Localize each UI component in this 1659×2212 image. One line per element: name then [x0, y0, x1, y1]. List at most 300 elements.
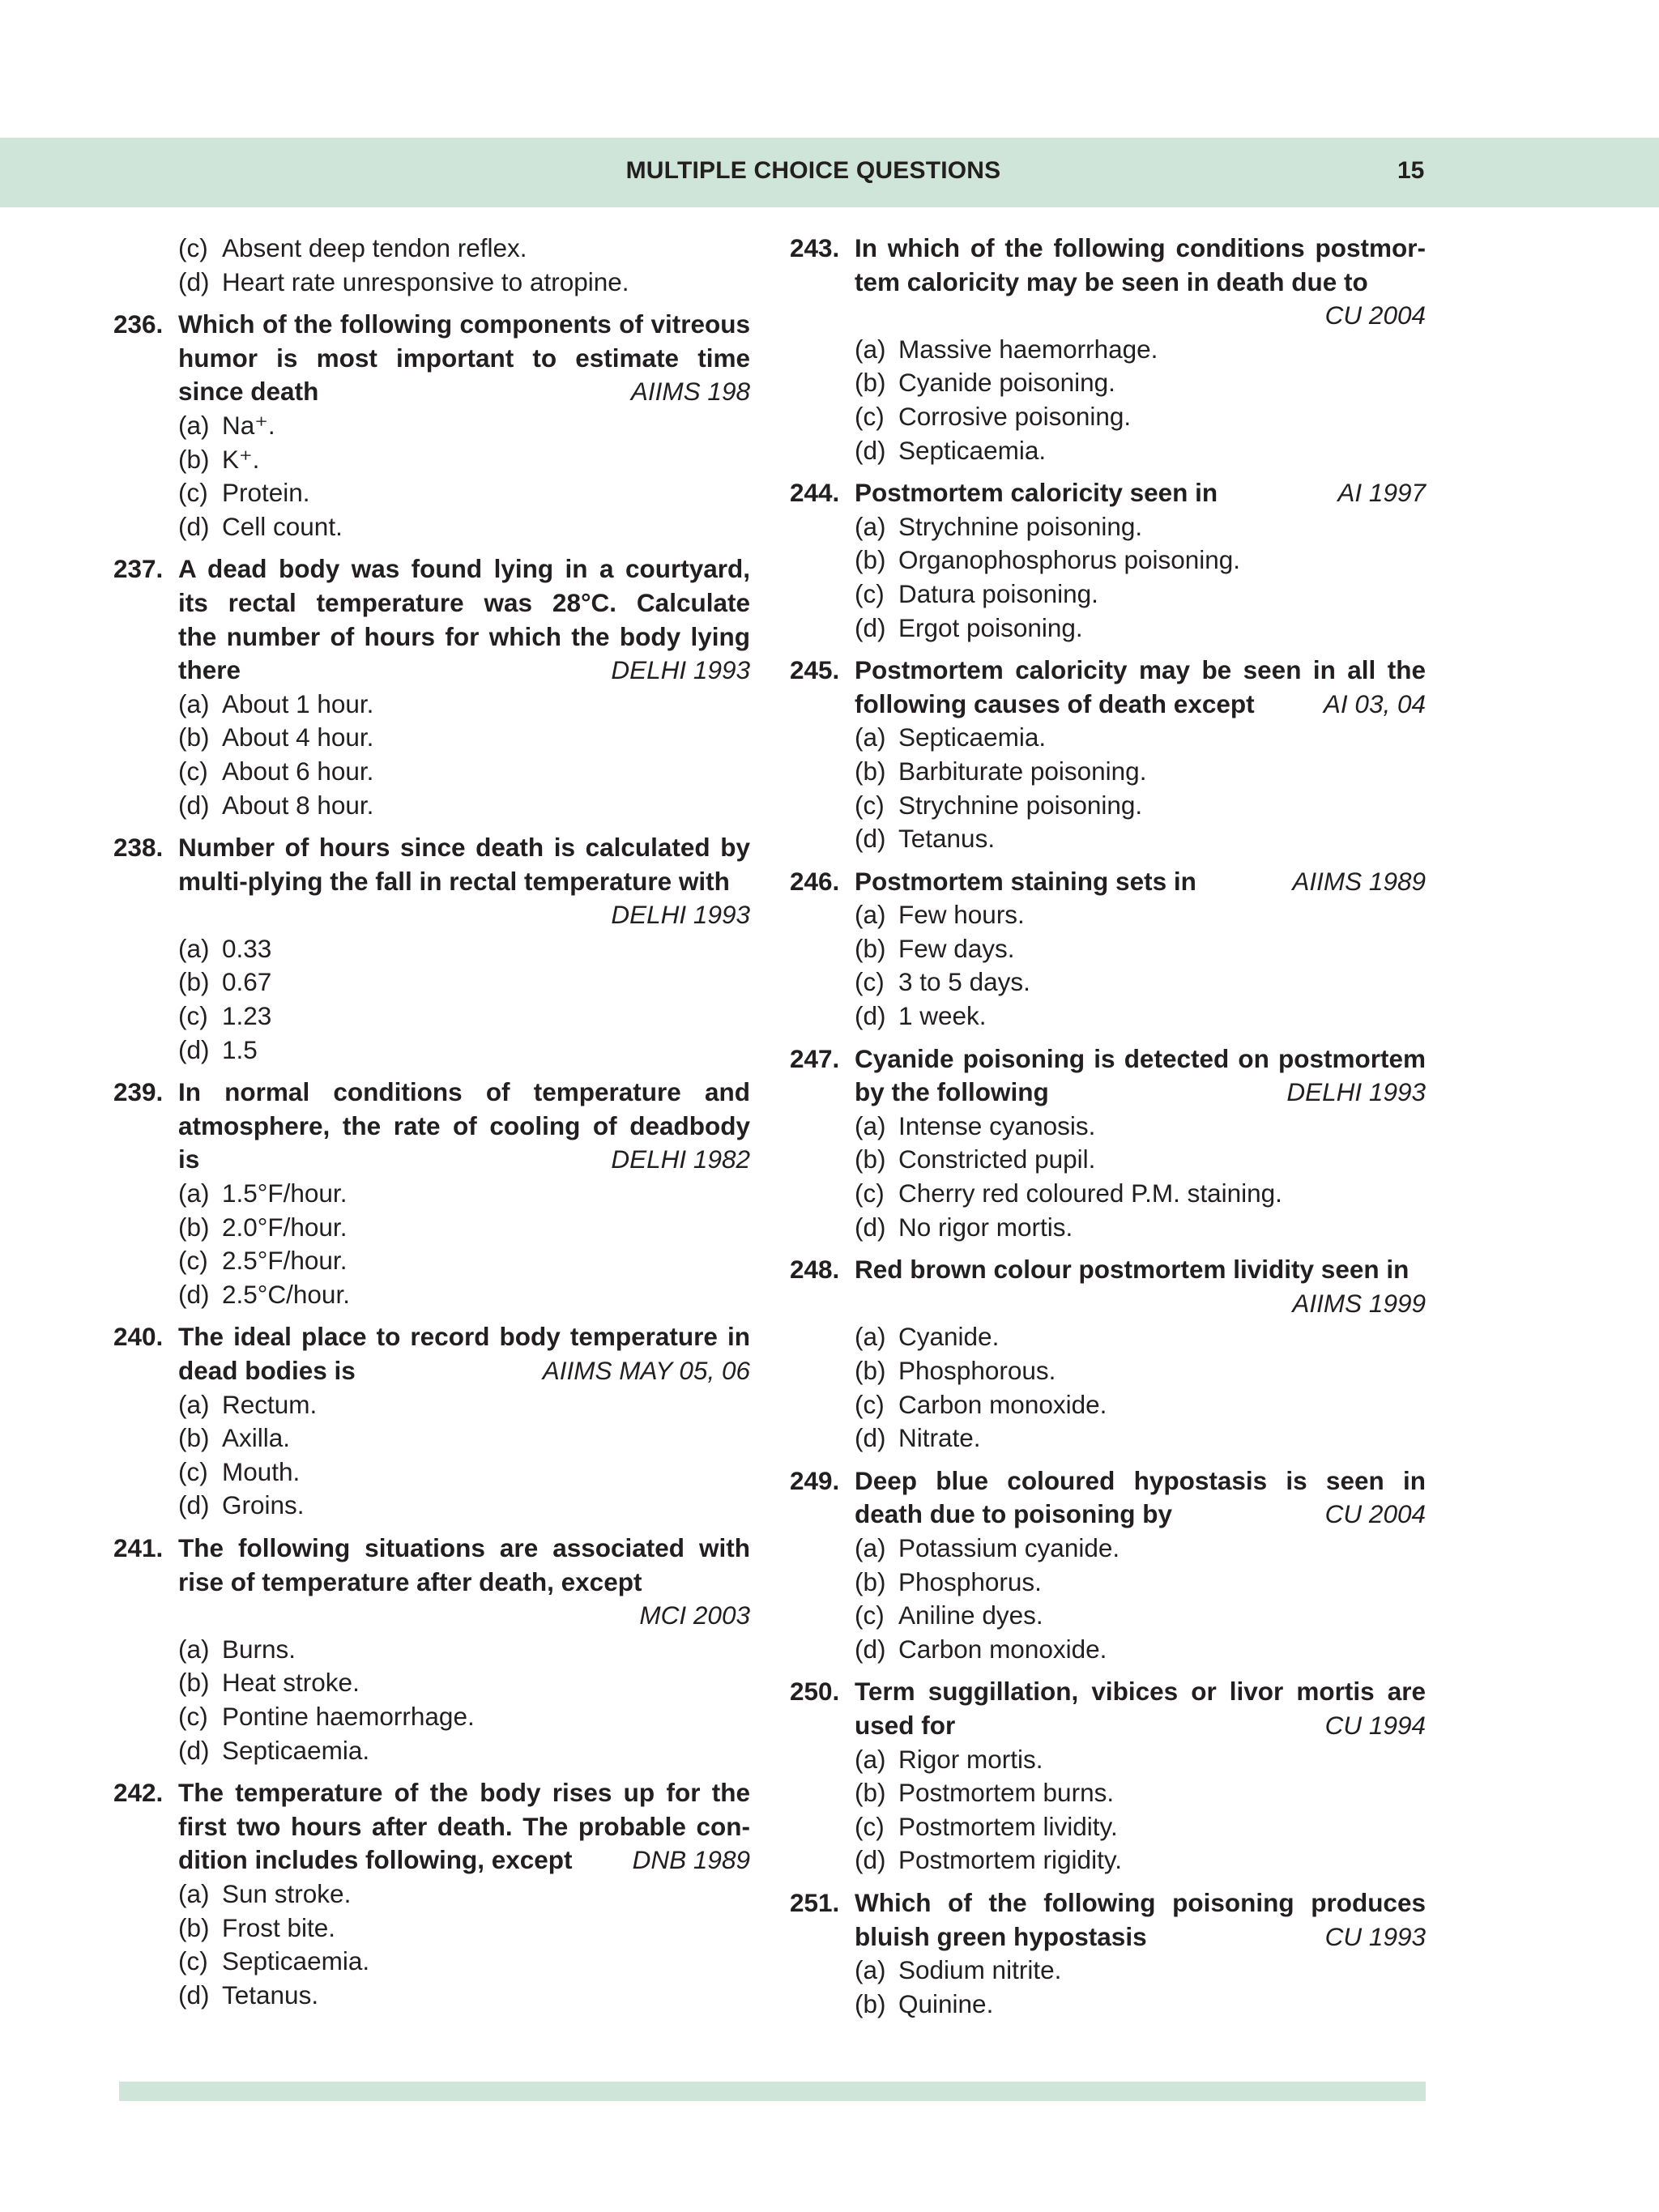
option	[855, 1810, 1426, 1844]
option-text: K⁺.	[222, 444, 260, 474]
option-text: About 1 hour.	[222, 688, 374, 718]
option	[855, 1143, 1426, 1177]
question-text	[790, 1253, 1426, 1287]
question-text	[790, 1042, 1426, 1110]
option	[178, 1278, 750, 1312]
option-text: Axilla.	[222, 1423, 291, 1453]
option-label: (c)	[855, 790, 885, 820]
question-body	[855, 654, 1426, 721]
exam-source: DELHI 1982	[611, 1144, 750, 1174]
question-text	[113, 1532, 750, 1599]
option	[855, 1388, 1426, 1422]
option-text: 1.23	[222, 1001, 272, 1031]
option-text: 2.5°F/hour.	[222, 1246, 348, 1276]
option-text: Heart rate unresponsive to atropine.	[222, 266, 629, 296]
options-list	[790, 721, 1426, 855]
question-text	[113, 308, 750, 409]
option	[178, 755, 750, 789]
option-text: Strychnine poisoning.	[898, 511, 1143, 541]
option-label: (a)	[855, 1955, 886, 1985]
question-text	[113, 1776, 750, 1877]
question-number: 243.	[790, 233, 840, 262]
option-text: Septicaemia.	[222, 1946, 370, 1976]
option-text: Mouth.	[222, 1456, 301, 1486]
option	[178, 1666, 750, 1700]
option	[178, 409, 750, 443]
question	[113, 831, 750, 1067]
option-text: Postmortem rigidity.	[898, 1845, 1122, 1875]
option-label: (b)	[855, 933, 886, 963]
option-text: Cherry red coloured P.M. staining.	[898, 1178, 1282, 1208]
option	[855, 822, 1426, 856]
question-text	[113, 552, 750, 687]
option-label: (b)	[178, 1912, 210, 1942]
option	[855, 898, 1426, 932]
option	[178, 1388, 750, 1422]
option	[178, 1945, 750, 1979]
exam-source: DELHI 1993	[611, 655, 750, 685]
question-line: Number of hours since death is calculated by	[178, 833, 750, 863]
option-text: Pontine haemorrhage.	[222, 1701, 475, 1731]
option-label: (b)	[178, 1668, 210, 1698]
option-label: (b)	[855, 1144, 886, 1174]
option	[178, 443, 750, 477]
question-line-text: used for	[855, 1710, 956, 1740]
option-label: (b)	[855, 1988, 886, 2018]
option	[178, 510, 750, 544]
question-line-text: Postmortem staining sets in	[855, 866, 1196, 896]
option-text: Groins.	[222, 1490, 305, 1520]
option-text: No rigor mortis.	[898, 1212, 1073, 1242]
option-text: Organophosphorus poisoning.	[898, 545, 1241, 575]
question-line-text: there	[178, 655, 241, 685]
option-text: Barbiturate poisoning.	[898, 756, 1147, 786]
option-text: Heat stroke.	[222, 1668, 360, 1698]
option-text: Tetanus.	[898, 824, 996, 854]
question	[790, 1675, 1426, 1877]
option-label: (a)	[178, 1389, 210, 1419]
option-text: Ergot poisoning.	[898, 612, 1083, 642]
option-label: (d)	[855, 1845, 886, 1875]
option	[855, 543, 1426, 578]
option	[855, 1211, 1426, 1245]
option-label: (b)	[178, 444, 210, 474]
option	[178, 1455, 750, 1490]
page-header-title: MULTIPLE CHOICE QUESTIONS	[625, 157, 1001, 184]
option-text: Septicaemia.	[222, 1735, 370, 1765]
option-label: (c)	[178, 1701, 208, 1731]
option	[855, 932, 1426, 966]
option	[178, 932, 750, 966]
option-label: (b)	[178, 1212, 210, 1242]
question-body	[178, 552, 750, 687]
option-label: (b)	[178, 722, 210, 752]
question-line	[855, 1076, 1426, 1110]
option-text: Absent deep tendon reflex.	[222, 233, 527, 262]
option-text: Cyanide.	[898, 1322, 1000, 1352]
question-text	[113, 831, 750, 898]
question-line	[178, 1354, 750, 1388]
question	[113, 1076, 750, 1311]
option	[178, 232, 750, 266]
question-number: 249.	[790, 1465, 840, 1495]
options-list	[113, 932, 750, 1067]
option	[855, 965, 1426, 999]
option	[178, 999, 750, 1034]
question-number: 237.	[113, 554, 164, 584]
option	[855, 434, 1426, 468]
option	[855, 1354, 1426, 1388]
question-line	[178, 375, 750, 409]
option-text: 2.0°F/hour.	[222, 1212, 348, 1242]
option-label: (c)	[855, 401, 885, 431]
question-line: tem caloricity may be seen in death due to	[855, 266, 1368, 296]
option	[178, 1700, 750, 1734]
question-text	[790, 865, 1426, 899]
options-list	[113, 1177, 750, 1311]
question-line: A dead body was found lying in a courtyard,	[178, 554, 750, 584]
option	[855, 1776, 1426, 1810]
exam-source: DELHI 1993	[1286, 1077, 1426, 1107]
option-text: 1.5	[222, 1034, 258, 1064]
option	[855, 1599, 1426, 1633]
question-line-text: Postmortem caloricity seen in	[855, 478, 1218, 508]
option	[178, 1877, 750, 1912]
question-line: its rectal temperature was 28°C. Calculate	[178, 587, 750, 617]
option-label: (c)	[855, 967, 885, 997]
exam-source: CU 1994	[1324, 1710, 1426, 1740]
option	[178, 721, 750, 755]
options-list	[113, 688, 750, 822]
question-body	[178, 1076, 750, 1177]
question-line	[855, 476, 1426, 510]
question-number: 247.	[790, 1043, 840, 1073]
option-label: (a)	[855, 722, 886, 752]
option-text: Quinine.	[898, 1988, 994, 2018]
left-column	[113, 232, 750, 2012]
option-label: (d)	[855, 612, 886, 642]
question-line-text: death due to poisoning by	[855, 1499, 1172, 1529]
question-line-text: following causes of death except	[855, 688, 1255, 718]
question-line: atmosphere, the rate of cooling of deadbody	[178, 1110, 750, 1140]
option	[178, 476, 750, 510]
option-text: Phosphorous.	[898, 1356, 1056, 1385]
option-text: Nitrate.	[898, 1423, 981, 1453]
options-list	[790, 510, 1426, 645]
option-label: (c)	[855, 1600, 885, 1630]
option-label: (a)	[855, 1322, 886, 1352]
option	[855, 1954, 1426, 1988]
option-text: Massive haemorrhage.	[898, 334, 1158, 364]
option-text: Postmortem burns.	[898, 1778, 1115, 1808]
question-line: The temperature of the body rises up for the	[178, 1778, 750, 1808]
question-line: Term suggillation, vibices or livor mortis are	[855, 1677, 1426, 1707]
question-line: Which of the following poisoning produces	[855, 1887, 1426, 1917]
option	[855, 400, 1426, 434]
option-label: (c)	[178, 1001, 208, 1031]
question-body	[855, 1042, 1426, 1110]
question-body	[855, 865, 1426, 899]
question-line: Red brown colour postmortem lividity seen in	[855, 1255, 1410, 1285]
option-text: Carbon monoxide.	[898, 1634, 1107, 1664]
question	[790, 476, 1426, 645]
option-label: (c)	[855, 1811, 885, 1841]
exam-source: CU 2004	[1324, 1499, 1426, 1529]
option-label: (c)	[855, 578, 885, 608]
option-label: (b)	[855, 756, 886, 786]
exam-source: AIIMS 1989	[1292, 866, 1426, 896]
option-label: (b)	[855, 368, 886, 398]
question	[790, 1464, 1426, 1667]
option-text: About 4 hour.	[222, 722, 374, 752]
option-text: Corrosive poisoning.	[898, 401, 1132, 431]
option	[855, 366, 1426, 400]
option	[178, 789, 750, 823]
option-text: Frost bite.	[222, 1912, 336, 1942]
question-line-text: since death	[178, 377, 319, 407]
question-text	[790, 232, 1426, 299]
option-text: Datura poisoning.	[898, 578, 1098, 608]
option-text: Rectum.	[222, 1389, 318, 1419]
option-text: Sodium nitrite.	[898, 1955, 1062, 1985]
question-body	[178, 831, 750, 898]
option-text: Tetanus.	[222, 1980, 319, 2010]
options-list	[113, 1633, 750, 1767]
option-text: Protein.	[222, 478, 310, 508]
exam-source: AIIMS 198	[630, 377, 750, 407]
question-line	[855, 688, 1426, 722]
question-line: humor is most important to estimate time	[178, 343, 750, 373]
option-text: Few hours.	[898, 900, 1025, 930]
option-label: (d)	[178, 266, 210, 296]
option-label: (d)	[855, 435, 886, 465]
option-label: (a)	[178, 410, 210, 440]
question-body	[178, 308, 750, 409]
question-line: Cyanide poisoning is detected on postmortem	[855, 1043, 1426, 1073]
option-text: Cell count.	[222, 511, 343, 541]
option-label: (a)	[855, 334, 886, 364]
question-line: Which of the following components of vitreous	[178, 309, 750, 339]
exam-source: AIIMS MAY 05, 06	[542, 1356, 750, 1385]
options-list	[790, 898, 1426, 1033]
option-label: (d)	[855, 1001, 886, 1031]
option-text: 2.5°C/hour.	[222, 1279, 350, 1309]
right-column	[790, 232, 1426, 2021]
question-body	[855, 1675, 1426, 1742]
question-line-text: bluish green hypostasis	[855, 1921, 1147, 1951]
question-line: Deep blue coloured hypostasis is seen in	[855, 1465, 1426, 1495]
option	[855, 1633, 1426, 1667]
question-line: Postmortem caloricity may be seen in all the	[855, 655, 1426, 685]
question-text	[790, 476, 1426, 510]
option-text: Na⁺.	[222, 410, 275, 440]
option-label: (d)	[178, 511, 210, 541]
options-list	[790, 1954, 1426, 2021]
option	[178, 1489, 750, 1523]
option	[178, 1421, 750, 1455]
question-line: In normal conditions of temperature and	[178, 1077, 750, 1107]
question-line: The following situations are associated with	[178, 1532, 750, 1562]
question-number: 240.	[113, 1322, 164, 1352]
question-line: In which of the following conditions postmor-	[855, 233, 1426, 262]
option-label: (d)	[178, 790, 210, 820]
option	[855, 1988, 1426, 2022]
option	[178, 688, 750, 722]
option-label: (a)	[178, 933, 210, 963]
footer-band	[119, 2082, 1426, 2101]
option	[855, 1177, 1426, 1211]
option-label: (d)	[178, 1735, 210, 1765]
question-number: 244.	[790, 478, 840, 508]
question-text	[113, 1076, 750, 1177]
option-text: Postmortem lividity.	[898, 1811, 1118, 1841]
option-label: (d)	[855, 1212, 886, 1242]
question-line	[855, 1498, 1426, 1532]
option	[178, 1034, 750, 1068]
question	[790, 865, 1426, 1034]
question-line-text: dead bodies is	[178, 1356, 356, 1385]
page-number: 15	[1397, 157, 1425, 184]
option	[178, 965, 750, 999]
option-text: Burns.	[222, 1634, 296, 1664]
question	[113, 1776, 750, 2012]
question-line	[178, 1143, 750, 1177]
option	[178, 1633, 750, 1667]
question-line-text: is	[178, 1144, 200, 1174]
option	[855, 1532, 1426, 1566]
options-list	[113, 1388, 750, 1523]
exam-source: AI 1997	[1337, 478, 1426, 508]
question-body	[855, 1886, 1426, 1954]
question-line: first two hours after death. The probable con-	[178, 1811, 750, 1841]
question-line: multi-plying the fall in rectal temperature with	[178, 866, 730, 896]
question	[790, 232, 1426, 467]
question-line: The ideal place to record body temperature in	[178, 1322, 750, 1352]
option-text: Rigor mortis.	[898, 1744, 1043, 1774]
question	[790, 654, 1426, 856]
option-label: (a)	[178, 1178, 210, 1208]
question-line	[178, 654, 750, 688]
question-number: 241.	[113, 1532, 164, 1562]
question-number: 250.	[790, 1677, 840, 1707]
option-label: (c)	[178, 756, 208, 786]
question-line	[855, 1709, 1426, 1743]
question-text	[790, 654, 1426, 721]
option	[178, 1244, 750, 1278]
options-list	[790, 333, 1426, 467]
option-label: (b)	[855, 1778, 886, 1808]
question-line-text: dition includes following, except	[178, 1845, 573, 1875]
exam-source: AI 03, 04	[1323, 688, 1426, 718]
question-number: 245.	[790, 655, 840, 685]
option	[855, 1566, 1426, 1600]
question-text	[790, 1886, 1426, 1954]
question	[113, 552, 750, 822]
option-text: Septicaemia.	[898, 722, 1047, 752]
exam-source: AIIMS 1999	[1292, 1288, 1426, 1318]
option-label: (b)	[855, 1566, 886, 1596]
option	[855, 755, 1426, 789]
option-label: (d)	[178, 1490, 210, 1520]
question-text	[790, 1464, 1426, 1532]
option	[178, 1912, 750, 1946]
option	[178, 1979, 750, 2013]
question-text	[113, 1320, 750, 1387]
option-text: Septicaemia.	[898, 435, 1047, 465]
question-number: 242.	[113, 1778, 164, 1808]
option-label: (c)	[178, 1456, 208, 1486]
option-label: (a)	[178, 1878, 210, 1908]
question-body	[855, 476, 1426, 510]
option-text: Potassium cyanide.	[898, 1532, 1120, 1562]
question-number: 248.	[790, 1255, 840, 1285]
options-list	[113, 409, 750, 543]
option-label: (d)	[178, 1034, 210, 1064]
options-list	[790, 1532, 1426, 1666]
option	[855, 333, 1426, 367]
option-text: Aniline dyes.	[898, 1600, 1043, 1630]
option-text: About 6 hour.	[222, 756, 374, 786]
option-label: (c)	[855, 1389, 885, 1419]
carryover-options	[113, 232, 750, 299]
option-label: (a)	[855, 1744, 886, 1774]
option	[855, 1110, 1426, 1144]
option-label: (d)	[855, 824, 886, 854]
option-label: (b)	[855, 545, 886, 575]
option	[855, 510, 1426, 544]
option	[855, 1743, 1426, 1777]
question	[113, 308, 750, 543]
option-label: (b)	[855, 1356, 886, 1385]
option-label: (a)	[855, 511, 886, 541]
option-label: (a)	[855, 1532, 886, 1562]
question-line	[855, 1920, 1426, 1954]
option-label: (d)	[178, 1980, 210, 2010]
question-number: 239.	[113, 1077, 164, 1107]
option-label: (a)	[855, 1110, 886, 1140]
options-list	[113, 1877, 750, 2012]
option-text: 0.33	[222, 933, 272, 963]
options-list	[790, 1110, 1426, 1244]
option	[855, 1320, 1426, 1354]
option-label: (d)	[855, 1423, 886, 1453]
question	[113, 1532, 750, 1767]
option	[855, 578, 1426, 612]
option-label: (c)	[178, 478, 208, 508]
option	[178, 1734, 750, 1768]
question-body	[855, 1464, 1426, 1532]
question-line: rise of temperature after death, except	[178, 1566, 642, 1596]
options-list	[790, 1320, 1426, 1455]
option-label: (a)	[178, 1634, 210, 1664]
question-number: 251.	[790, 1887, 840, 1917]
question	[790, 1886, 1426, 2021]
option-label: (c)	[855, 1178, 885, 1208]
option-label: (a)	[855, 900, 886, 930]
option-label: (a)	[178, 688, 210, 718]
option-text: 1.5°F/hour.	[222, 1178, 348, 1208]
options-list	[790, 1743, 1426, 1877]
option	[855, 721, 1426, 755]
question-line	[178, 1843, 750, 1877]
question-body	[855, 1253, 1426, 1287]
option-label: (d)	[178, 1279, 210, 1309]
question	[790, 1042, 1426, 1245]
option-text: Intense cyanosis.	[898, 1110, 1096, 1140]
option-text: Sun stroke.	[222, 1878, 352, 1908]
option-text: 3 to 5 days.	[898, 967, 1030, 997]
option	[855, 789, 1426, 823]
